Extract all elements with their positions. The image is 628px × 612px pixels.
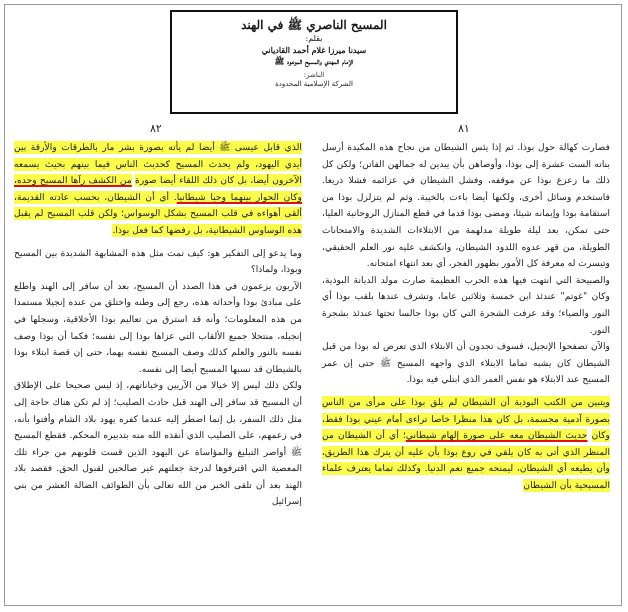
underlined-highlight-1: حديث الشيطان معه على صورة إلهام شيطاني — [405, 430, 588, 442]
right-paragraph-4 — [322, 395, 610, 495]
author-title: الإمام المهدي والمسيح الموعود ﷺ — [274, 56, 354, 66]
publisher-name: الشركة الإسلامية المحدودة — [275, 80, 353, 88]
right-paragraph-3: والآن تصفحوا الإنجيل، فسوف تجدون أن الابتلاء الذي تعرض له بوذا من قبل الشيطان كان يشبه تماما الابتلاء الذي واجهه المسيح ﷺ حتى إن عمر المسيح عند الابتلاء هو نفس العمر الذي ابتلي فيه بوذا. — [322, 341, 610, 386]
highlight-4: . أي أن الشيطان، بحسب عادته القديمة، ألقى أهواءه في قلب المسيح بشكل الوسواس؛ ولكن قلب المسيح لم يقبل هذه الوساوس الشيطانية، بل رفضها كما فعل بوذا. — [14, 191, 302, 236]
page-number-right: ٨١ — [458, 122, 470, 135]
left-paragraph-4: ولكن ذلك ليس إلا خيالا من الآريين وخياناتهم، إذ ليس صحيحا على الإطلاق أن المسيح قد سافر إلى الهند قبل حادث الصليب؛ إذ لم تكن هناك حاجة إلى مثل ذلك السفر، بل إنما اضطر إليه عندما كفره يهود بلاد الشام وأفتوا بأنه، في زعمهم، على الصليب الذي أنقذه الله منه بتدبيره المحكم. فقطع المسيح ﷺ أواصر التبليغ والمؤاساة عن اليهود الذين قست قلوبهم من جراء تلك المعصية التي اقترفوها لدرجة جعلتهم غير صالحين لقبول الحق. فقصد بلاد الهند بعد أن تلقى الخبر من الله تعالى بأن الطوائف الضالة العشر من بني إسرائيل — [14, 380, 302, 508]
left-page-column — [14, 140, 302, 511]
right-paragraph-1: فصارت كهالة حول بوذا. ثم إذا يئس الشيطان من نجاح هذه المكيدة أرسل بناته الست عشرة إلى بوذا، وأوصاهن بأن يبدين له جمالهن الفاتن؛ ولكن كل ذلك ما زعزع بوذا عن موقفه، وفشل الشيطان في عزائمه فشلا ذريعا. فاستخدم وسائل أخرى، ولكنها أيضا باءت بالخيبة. وثم لم يتزلزل بوذا من استقامة بوذا وإيمانه شيئا، ومضى بوذا قدما في قطع المنازل الروحانية العليا، حتى تمكن، بعد ليلة طويلة مدلهمة من الابتلاءات الشديدة والامتحانات الطويلة، من قهر عدوه اللدود الشيطان، وانكشف عليه نور العلم الحقيقي، وتيسرت له معرفة كل الأمور بظهور الفجر، أي بعد انتهاء امتحانه. — [322, 142, 610, 270]
left-paragraph-3: الآريون يزعمون في هذا الصدد أن المسيح، بعد أن سافر إلى الهند واطلع على مبادئ بوذا وأحداثه هذه، رجع إلى وطنه واختلق من عنده إنجيلا مستمدا من هذه المعلومات؛ وأنه قد استرق من تعاليم بوذا الأخلاقية، وسجلها في إنجيله، منتحلا جميع الألقاب التي عزاها بوذا إلى نفسه؛ فكما أن بوذا وصف نفسه بالنور والعلم كذلك وصف المسيح نفسه بهما، حتى إن قصة ابتلاء بوذا بالشيطان قد نسبها المسيح أيضا إلى نفسه. — [14, 280, 302, 375]
underlined-highlight-2: من الكشف رآها المسيح وحده، وكان الحوار بينهما وحيا شيطانيا — [14, 175, 302, 203]
by-label: بقلم: — [305, 34, 323, 43]
highlight-3: الذي قابل عيسى ﷺ أيضا لم يأته بصورة بشر مار بالطرقات والأرقة بين أيدي اليهود، ولم يحدث المسيح كحديث الناس فيما بينهم بحيث يسمعه الآخرون أيضا، بل كان ذلك اللقاء أيضا صورة — [14, 142, 302, 187]
page-number-left: ٨٢ — [150, 122, 162, 135]
book-title-box — [170, 10, 458, 114]
publisher-label: الناشر: — [303, 71, 325, 79]
author-name: سيدنا ميرزا غلام أحمد القادياني — [261, 45, 367, 55]
left-paragraph-2: وما يدعو إلى التفكير هو: كيف تمت مثل هذه المشابهة الشديدة بين المسيح وبوذا، ولماذا؟ — [14, 247, 302, 276]
right-page-column — [322, 140, 610, 494]
right-paragraph-2: والصبيحة التي انتهت فيها هذه الحرب العظيمة صارت مولد الديانة البوذية، وكان "غوتم" عندئذ ابن خمسة وثلاثين عاما، وتشرف عندها بلقب بوذا أي النور والضياء؛ وقد عرفت الشجرة التي كان بوذا جالسا تحتها عندئذ بشجرة النور. — [322, 274, 610, 336]
book-title: المسيح الناصري ﷺ في الهند — [241, 18, 387, 32]
highlight-1: ويتبين من الكتب البوذية أن الشيطان لم يلق بوذا على مرأى من الناس بصورة آدمية مجسمة، بل كان هذا منظرا خاصا تراءى أمام عيني بوذا فقط، وكان — [322, 396, 610, 442]
highlight-2: ؛ أي أن الشيطان من المنظر الذي أتى به كان يلقي في روع بوذا بأن عليه أن يترك هذا الطريق، وأن يطيعه أي الشيطان، ليمنحه جميع نعم الدنيا. وكذلك تماما يعترف علماء المسيحية بأن الشيطان — [322, 430, 610, 491]
left-paragraph-1 — [14, 140, 302, 240]
